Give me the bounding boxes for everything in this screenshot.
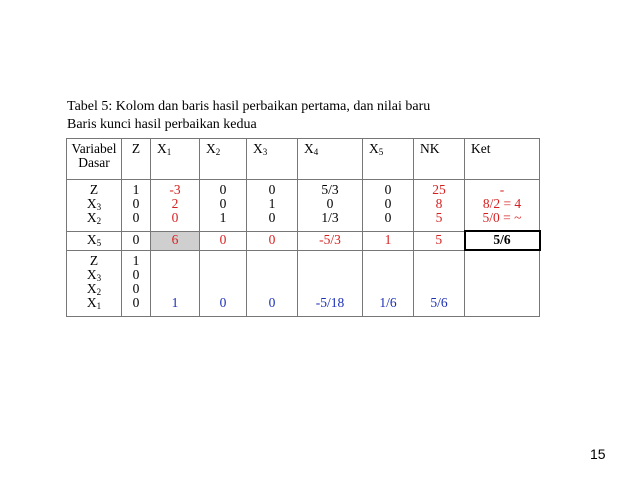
cell-x5-key-row: 1 (363, 231, 414, 250)
cell-var-group3: Z $X_3$ $X_2$ $X_1$ (67, 250, 122, 317)
cell-var-key-row: $X_5$ (67, 231, 122, 250)
cell-ket-group3 (465, 250, 540, 317)
table-subcaption: Baris kunci hasil perbaikan kedua (67, 117, 257, 132)
cell-x4-group1: 5/3 0 1/3 (298, 180, 363, 232)
table-caption: Tabel 5: Kolom dan baris hasil perbaikan pertama, dan nilai baru (67, 99, 431, 114)
cell-x2-key-row: 0 (200, 231, 247, 250)
cell-x1-group3: 1 (151, 250, 200, 317)
cell-z-group1: 1 0 0 (122, 180, 151, 232)
cell-x3-key-row: 0 (247, 231, 298, 250)
header-x2: $X_2$ (200, 139, 247, 180)
header-ket: Ket (465, 139, 540, 180)
table-row-group-new (67, 250, 540, 317)
cell-ket-key-row: 5/6 (465, 231, 540, 250)
header-x1: $X_1$ (151, 139, 200, 180)
cell-x3-group1: 0 1 0 (247, 180, 298, 232)
cell-x2-group3: 0 (200, 250, 247, 317)
cell-nk-group3: 5/6 (414, 250, 465, 317)
simplex-table (66, 138, 541, 317)
cell-x4-key-row: -5/3 (298, 231, 363, 250)
cell-x4-group3: -5/18 (298, 250, 363, 317)
cell-ket-group1: - 8/2 = 4 5/0 = ~ (465, 180, 540, 232)
header-row (67, 139, 540, 180)
header-x4: $X_4$ (298, 139, 363, 180)
header-variabel-dasar: Variabel Dasar (67, 139, 122, 180)
cell-pivot-element: 6 (151, 231, 200, 250)
cell-x1-group1-key-column: -3 2 0 (151, 180, 200, 232)
cell-x5-group1: 0 0 0 (363, 180, 414, 232)
cell-z-key-row: 0 (122, 231, 151, 250)
header-x3: $X_3$ (247, 139, 298, 180)
header-z: Z (122, 139, 151, 180)
cell-x5-group3: 1/6 (363, 250, 414, 317)
cell-nk-key-row: 5 (414, 231, 465, 250)
header-x5: $X_5$ (363, 139, 414, 180)
cell-x3-group3: 0 (247, 250, 298, 317)
cell-z-group3: 1 0 0 0 (122, 250, 151, 317)
cell-nk-group1: 25 8 5 (414, 180, 465, 232)
page-number: 15 (590, 446, 606, 462)
cell-x2-group1: 0 0 1 (200, 180, 247, 232)
table-row-key-row (67, 231, 540, 250)
cell-var-group1: Z $X_3$ $X_2$ (67, 180, 122, 232)
table-row-group-previous (67, 180, 540, 232)
header-nk: NK (414, 139, 465, 180)
